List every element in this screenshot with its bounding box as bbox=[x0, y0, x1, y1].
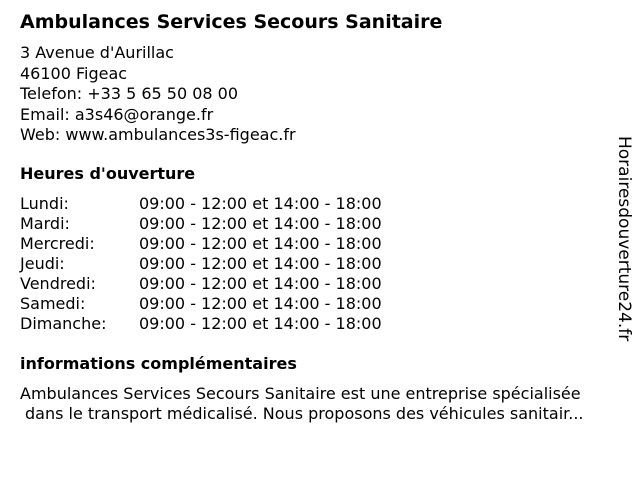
opening-hours-heading: Heures d'ouverture bbox=[20, 164, 196, 183]
business-name: Ambulances Services Secours Sanitaire bbox=[20, 11, 443, 33]
contact-block bbox=[20, 43, 296, 146]
hours-row-mercredi bbox=[20, 234, 440, 254]
business-description bbox=[20, 384, 632, 424]
hours-time: 09:00 - 12:00 et 14:00 - 18:00 bbox=[139, 254, 382, 273]
address-city: 46100 Figeac bbox=[20, 63, 128, 83]
hours-row-vendredi bbox=[20, 274, 440, 294]
hours-day: Mardi: bbox=[20, 214, 70, 233]
hours-row-dimanche bbox=[20, 314, 440, 334]
hours-time: 09:00 - 12:00 et 14:00 - 18:00 bbox=[139, 294, 382, 313]
additional-info-heading: informations complémentaires bbox=[20, 354, 297, 373]
hours-day: Jeudi: bbox=[20, 254, 65, 273]
hours-time: 09:00 - 12:00 et 14:00 - 18:00 bbox=[139, 314, 382, 333]
description-line-1: Ambulances Services Secours Sanitaire est une entreprise spécialisée bbox=[20, 384, 581, 403]
website-address: Web: www.ambulances3s-figeac.fr bbox=[20, 125, 296, 144]
hours-day: Vendredi: bbox=[20, 274, 96, 293]
site-watermark: Horairesdouverture24.fr bbox=[614, 136, 634, 342]
hours-time: 09:00 - 12:00 et 14:00 - 18:00 bbox=[139, 214, 382, 233]
description-line-2: dans le transport médicalisé. Nous proposons des véhicules sanitair... bbox=[25, 404, 584, 423]
hours-time: 09:00 - 12:00 et 14:00 - 18:00 bbox=[139, 274, 382, 293]
hours-row-lundi bbox=[20, 194, 440, 214]
hours-day: Mercredi: bbox=[20, 234, 95, 253]
hours-time: 09:00 - 12:00 et 14:00 - 18:00 bbox=[139, 194, 382, 213]
hours-row-samedi bbox=[20, 294, 440, 314]
opening-hours-table bbox=[20, 194, 440, 334]
hours-day: Lundi: bbox=[20, 194, 69, 213]
phone-number: Telefon: +33 5 65 50 08 00 bbox=[20, 84, 239, 103]
hours-time: 09:00 - 12:00 et 14:00 - 18:00 bbox=[139, 234, 382, 253]
hours-row-jeudi bbox=[20, 254, 440, 274]
hours-day: Samedi: bbox=[20, 294, 86, 313]
hours-day: Dimanche: bbox=[20, 314, 107, 333]
hours-row-mardi bbox=[20, 214, 440, 234]
address-street: 3 Avenue d'Aurillac bbox=[20, 43, 174, 62]
email-address: Email: a3s46@orange.fr bbox=[20, 104, 214, 124]
